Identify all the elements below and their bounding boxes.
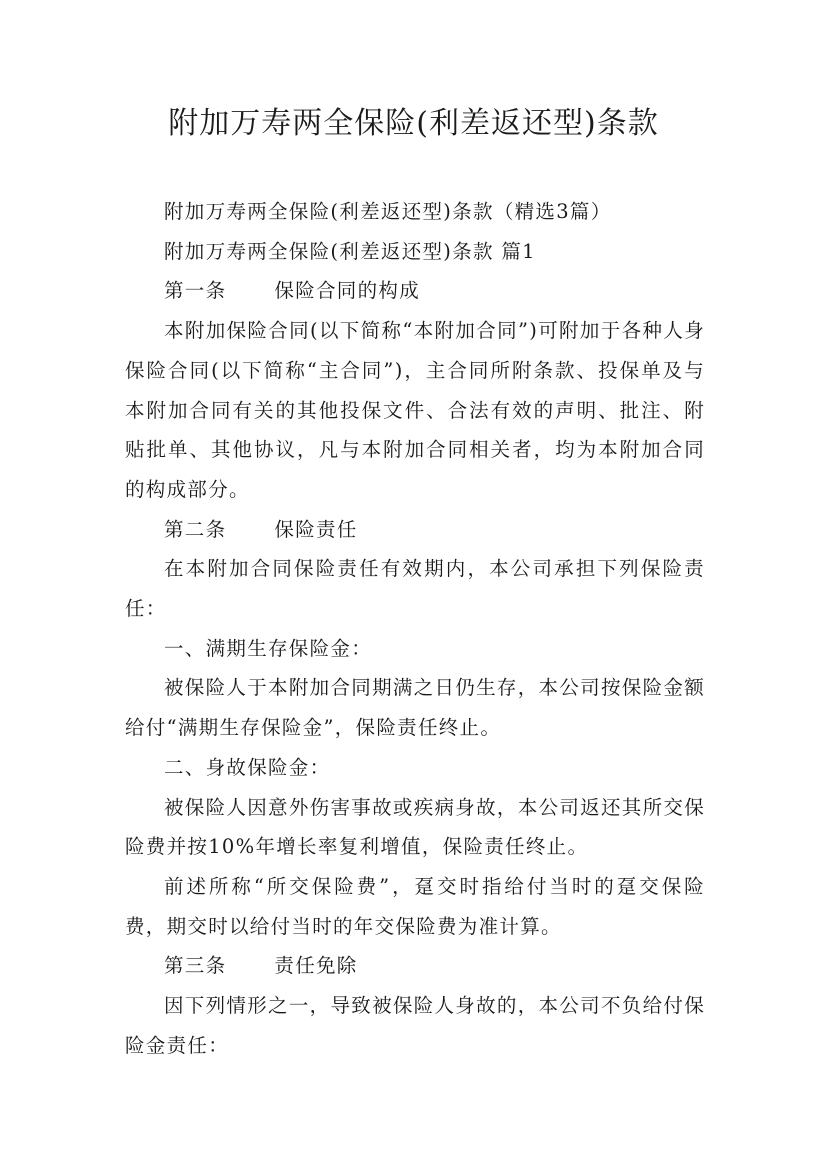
article-heading-text: 责任免除 <box>274 954 358 978</box>
article-paragraph: 前述所称“所交保险费”，趸交时指给付当时的趸交保险费，期交时以给付当时的年交保险费为准计算。 <box>125 874 705 938</box>
document-body <box>125 192 705 1065</box>
article-heading-1 <box>125 271 705 311</box>
article-paragraph: 在本附加合同保险责任有效期内，本公司承担下列保险责任： <box>125 557 705 621</box>
article-heading-3 <box>125 946 705 986</box>
section-title: 附加万寿两全保险(利差返还型)条款 篇1 <box>164 239 536 263</box>
article-paragraph: 被保险人因意外伤害事故或疾病身故，本公司返还其所交保险费并按10%年增长率复利增值，保险责任终止。 <box>125 795 705 859</box>
document-title: 附加万寿两全保险(利差返还型)条款 <box>168 106 659 141</box>
article-heading-2 <box>125 510 705 550</box>
article-number: 第一条 <box>164 279 227 303</box>
article-heading-text: 保险责任 <box>274 517 358 541</box>
clause-heading: 一、满期生存保险金： <box>164 636 373 660</box>
article-paragraph: 被保险人于本附加合同期满之日仍生存，本公司按保险金额给付“满期生存保险金”，保险责任终止。 <box>125 676 705 740</box>
article-heading-text: 保险合同的构成 <box>274 279 421 303</box>
document-subtitle: 附加万寿两全保险(利差返还型)条款（精选3篇） <box>164 200 612 223</box>
article-number: 第三条 <box>164 954 227 978</box>
article-paragraph: 因下列情形之一，导致被保险人身故的，本公司不负给付保险金责任： <box>125 994 705 1057</box>
article-paragraph: 本附加保险合同(以下简称“本附加合同”)可附加于各种人身保险合同(以下简称“主合同”)，主合同所附条款、投保单及与本附加合同有关的其他投保文件、合法有效的声明、批注、附贴批单、其他协议，凡与本附加合同相关者，均为本附加合同的构成部分。 <box>125 319 705 501</box>
article-number: 第二条 <box>164 517 227 541</box>
clause-heading: 二、身故保险金： <box>164 755 331 779</box>
